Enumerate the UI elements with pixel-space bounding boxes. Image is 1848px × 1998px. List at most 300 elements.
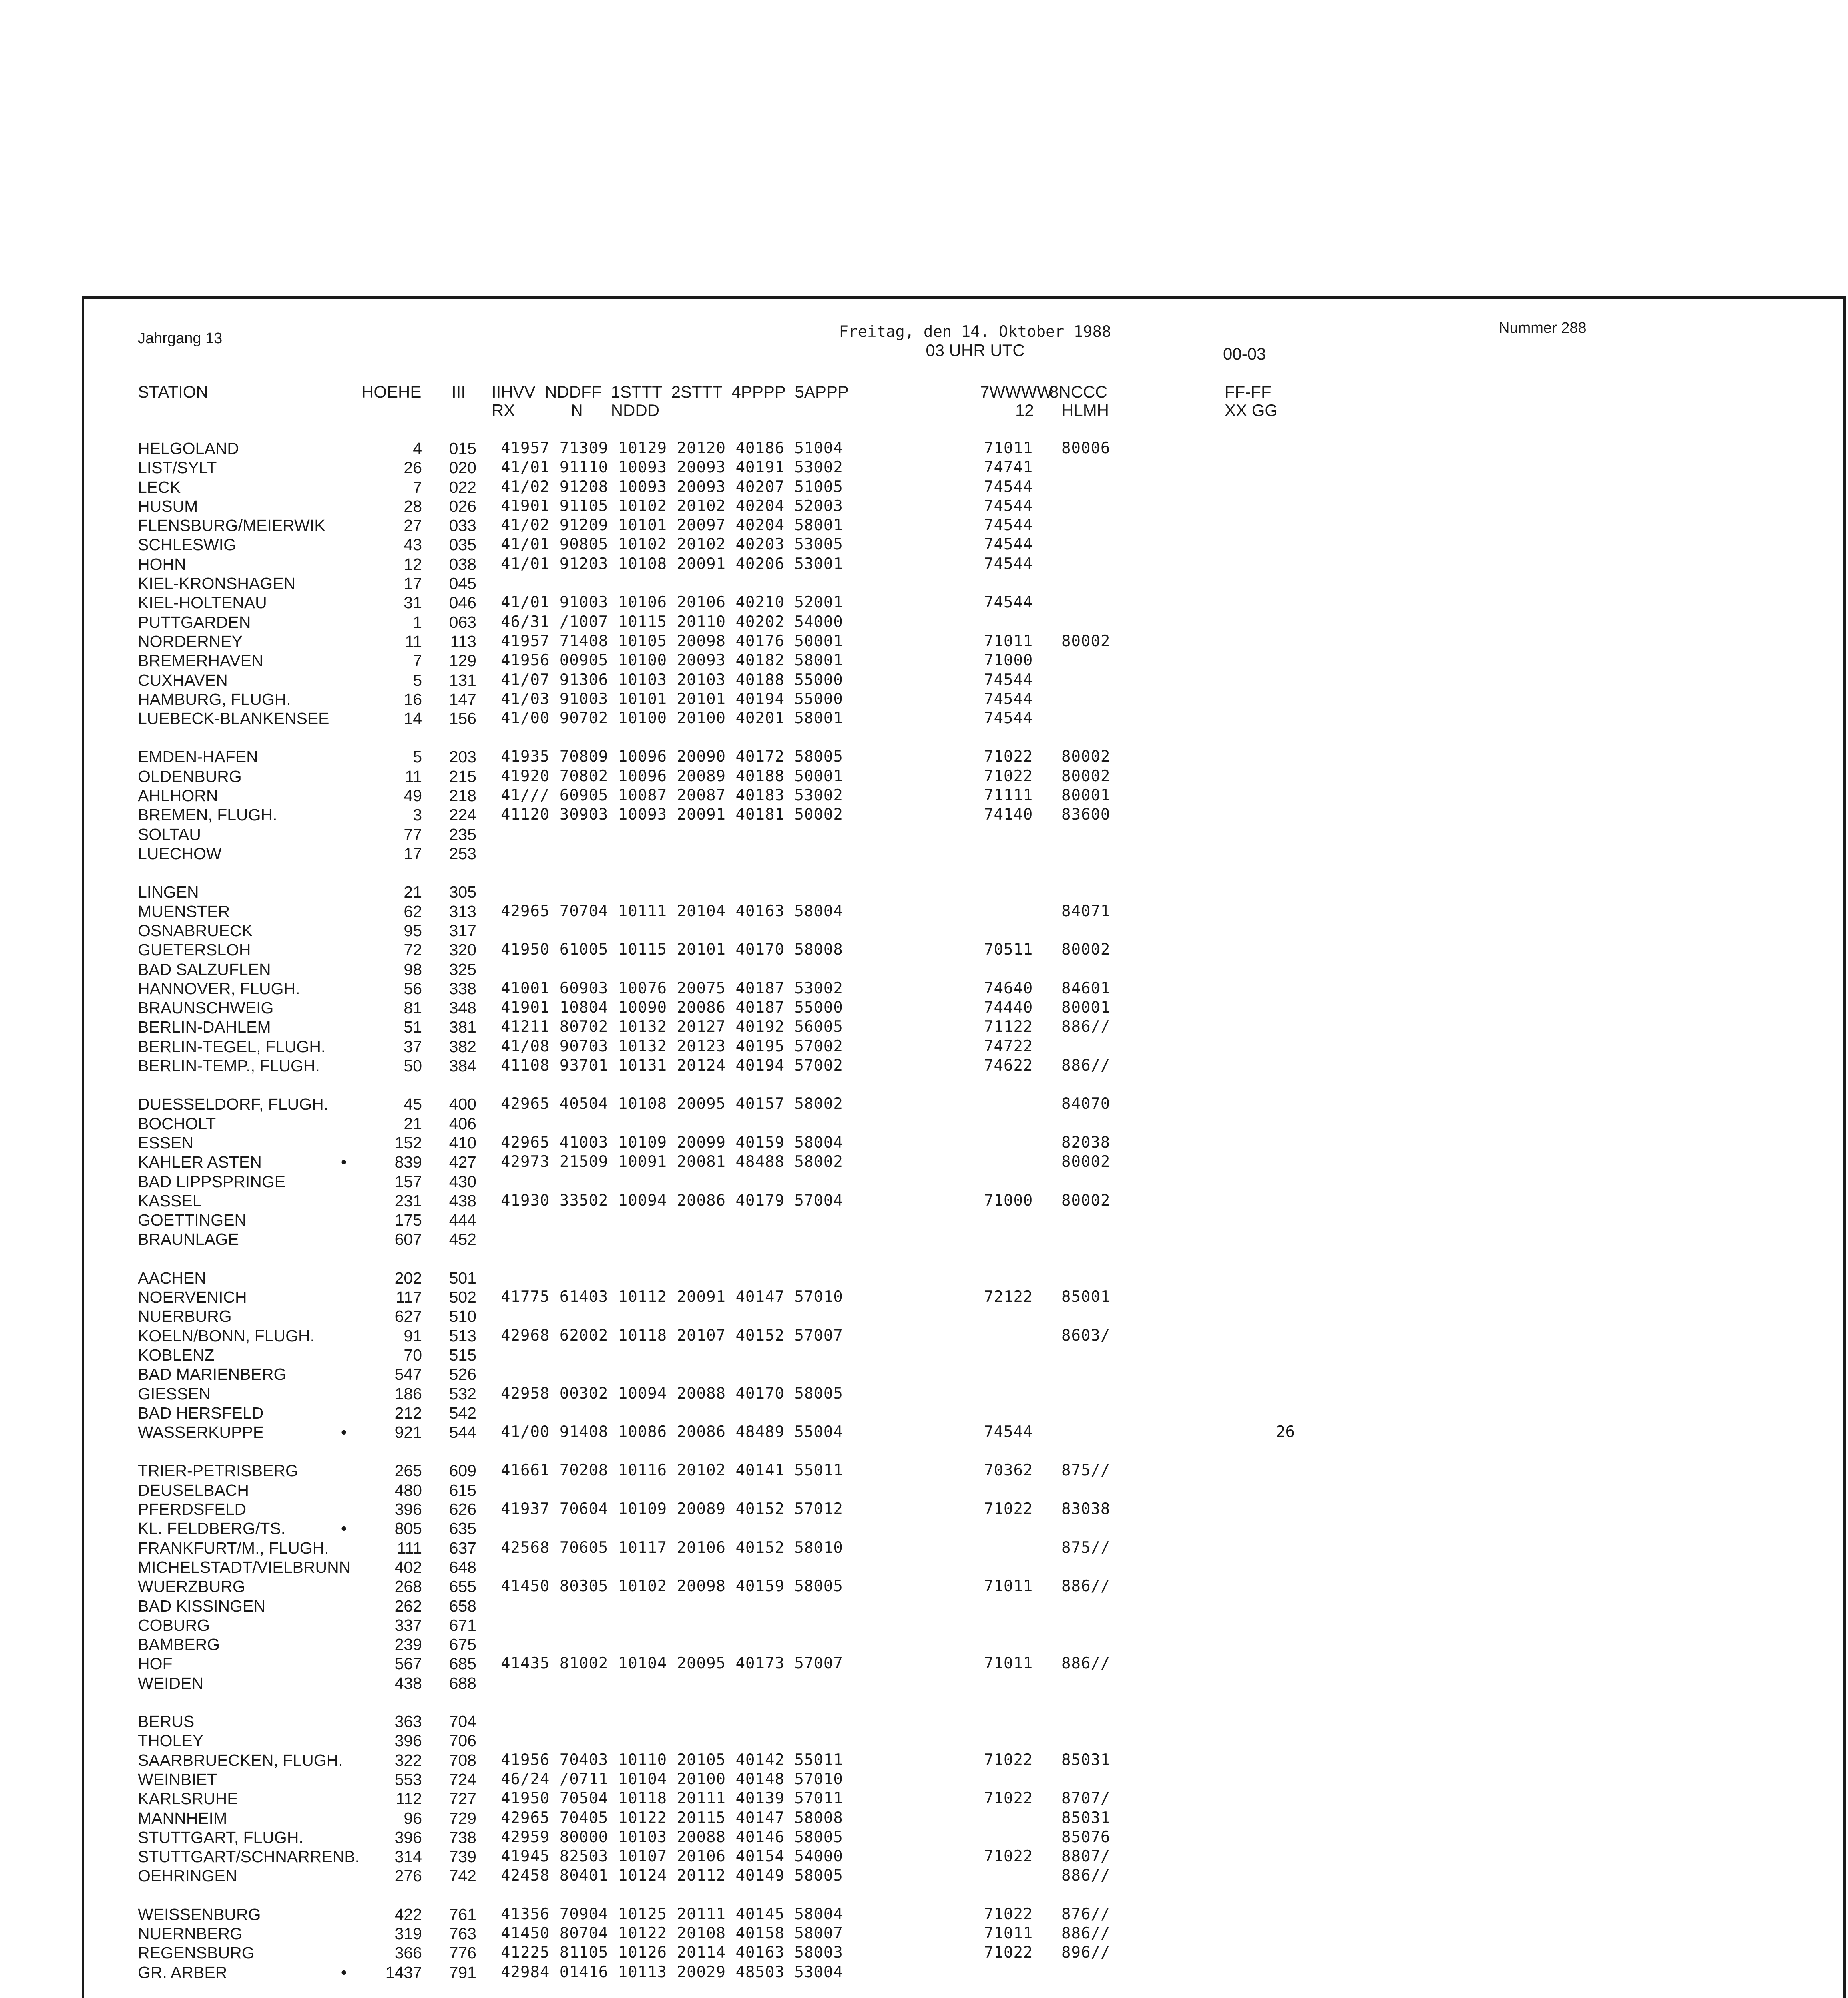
station-name: LINGEN [138, 883, 199, 901]
issue-number: Nummer 288 [1499, 320, 1587, 336]
synop-codes: 41950 61005 10115 20101 40170 58008 [501, 941, 843, 959]
station-height: 1 [413, 613, 422, 631]
col-header-weather: 7WWWW [980, 382, 1053, 401]
synop-codes: 42965 40504 10108 20095 40157 58002 [501, 1095, 843, 1113]
station-index: 763 [449, 1924, 476, 1943]
synop-codes: 41001 60903 10076 20075 40187 53002 [501, 979, 843, 997]
station-name: AHLHORN [138, 786, 218, 805]
station-index: 658 [449, 1597, 476, 1615]
weather-group: 74544 [984, 709, 1033, 727]
station-height: 921 [394, 1423, 422, 1441]
station-index: 235 [449, 825, 476, 844]
station-height: 805 [394, 1519, 422, 1538]
cloud-group: 80002 [1061, 632, 1111, 650]
station-height: 319 [394, 1924, 422, 1943]
station-height: 11 [405, 632, 422, 651]
station-name: PFERDSFELD [138, 1500, 247, 1518]
station-index: 542 [449, 1404, 476, 1422]
report-time: 03 UHR UTC [926, 341, 1025, 360]
station-name: BAD MARIENBERG [138, 1365, 287, 1383]
station-height: 396 [394, 1500, 422, 1518]
cloud-group: 875// [1061, 1539, 1111, 1557]
weather-group: 74622 [984, 1057, 1033, 1075]
report-date-block [795, 323, 1155, 360]
weather-group: 74544 [984, 497, 1033, 515]
station-name: KOELN/BONN, FLUGH. [138, 1327, 315, 1345]
station-height: 175 [394, 1211, 422, 1229]
station-index: 688 [449, 1674, 476, 1692]
synop-codes: 41956 00905 10100 20093 40182 58001 [501, 651, 843, 669]
station-index: 738 [449, 1828, 476, 1847]
weather-group: 74544 [984, 478, 1033, 496]
cloud-group: 886// [1061, 1867, 1111, 1885]
station-index: 305 [449, 883, 476, 901]
station-height: 16 [404, 690, 422, 708]
station-name: KL. FELDBERG/TS. [138, 1519, 286, 1538]
station-name: WASSERKUPPE [138, 1423, 264, 1441]
station-name: HELGOLAND [138, 439, 239, 458]
gust-group: 26 [1276, 1423, 1295, 1441]
station-index: 526 [449, 1365, 476, 1383]
station-height: 91 [404, 1327, 422, 1345]
station-index: 427 [449, 1153, 476, 1171]
cloud-group: 82038 [1061, 1134, 1111, 1152]
station-height: 438 [394, 1674, 422, 1692]
synop-codes: 41/00 90702 10100 20100 40201 58001 [501, 709, 843, 727]
station-index: 218 [449, 786, 476, 805]
cloud-group: 80001 [1061, 786, 1111, 804]
station-name: BERLIN-TEMP., FLUGH. [138, 1057, 320, 1075]
synop-codes: 41/07 91306 10103 20103 40188 55000 [501, 671, 843, 689]
station-height: 265 [394, 1461, 422, 1480]
station-index: 381 [449, 1018, 476, 1036]
synop-codes: 41/01 90805 10102 20102 40203 53005 [501, 535, 843, 553]
station-height: 72 [404, 941, 422, 959]
weather-group: 71022 [984, 1500, 1033, 1518]
station-height: 212 [394, 1404, 422, 1422]
weather-group: 74544 [984, 593, 1033, 611]
station-index: 224 [449, 806, 476, 824]
weather-group: 74544 [984, 1423, 1033, 1441]
cloud-group: 84071 [1061, 902, 1111, 920]
weather-group: 71011 [984, 1577, 1033, 1595]
station-index: 675 [449, 1635, 476, 1654]
weather-group: 70362 [984, 1461, 1033, 1479]
cloud-group: 886// [1061, 1577, 1111, 1595]
station-name: STUTTGART, FLUGH. [138, 1828, 303, 1847]
station-name: BAMBERG [138, 1635, 220, 1654]
weather-group: 71011 [984, 1654, 1033, 1672]
station-index: 626 [449, 1500, 476, 1518]
synop-codes: 41225 81105 10126 20114 40163 58003 [501, 1944, 843, 1962]
station-index: 410 [449, 1134, 476, 1152]
station-index: 348 [449, 999, 476, 1017]
station-name: OSNABRUECK [138, 921, 253, 940]
cloud-group: 896// [1061, 1944, 1111, 1962]
station-index: 727 [449, 1789, 476, 1808]
station-name: FRANKFURT/M., FLUGH. [138, 1539, 329, 1557]
weather-group: 71111 [984, 786, 1033, 804]
station-name: STUTTGART/SCHNARRENB. [138, 1847, 360, 1866]
mountain-station-marker: • [341, 1519, 347, 1538]
weather-group: 74140 [984, 806, 1033, 824]
col-header-height: HOEHE [362, 382, 422, 401]
station-index: 384 [449, 1057, 476, 1075]
station-name: BOCHOLT [138, 1114, 216, 1133]
weather-group: 71000 [984, 651, 1033, 669]
station-height: 7 [413, 478, 422, 496]
station-height: 607 [394, 1230, 422, 1248]
weather-group: 71022 [984, 1751, 1033, 1769]
station-index: 544 [449, 1423, 476, 1441]
station-name: LECK [138, 478, 181, 496]
synop-codes: 41920 70802 10096 20089 40188 50001 [501, 767, 843, 785]
col-header-gusts-sub: XX GG [1225, 401, 1278, 420]
col-header-index: III [452, 382, 466, 401]
station-height: 402 [394, 1558, 422, 1576]
synop-codes: 41/// 60905 10087 20087 40183 53002 [501, 786, 843, 804]
station-height: 396 [394, 1828, 422, 1847]
station-height: 95 [404, 921, 422, 940]
station-index: 113 [450, 632, 476, 651]
cloud-group: 80002 [1061, 767, 1111, 785]
station-name: BERLIN-TEGEL, FLUGH. [138, 1037, 326, 1056]
cloud-group: 80001 [1061, 999, 1111, 1017]
station-height: 152 [394, 1134, 422, 1152]
station-index: 147 [449, 690, 476, 708]
cloud-group: 886// [1061, 1924, 1111, 1942]
station-name: MANNHEIM [138, 1809, 227, 1827]
station-name: REGENSBURG [138, 1944, 255, 1962]
synop-codes: 41211 80702 10132 20127 40192 56005 [501, 1018, 843, 1036]
synop-codes: 41435 81002 10104 20095 40173 57007 [501, 1654, 843, 1672]
station-name: NORDERNEY [138, 632, 243, 651]
synop-codes: 41950 70504 10118 20111 40139 57011 [501, 1789, 843, 1807]
station-name: WEIDEN [138, 1674, 203, 1692]
cloud-group: 85031 [1061, 1809, 1111, 1827]
synop-codes: 41450 80704 10122 20108 40158 58007 [501, 1924, 843, 1942]
station-name: KASSEL [138, 1192, 202, 1210]
cloud-group: 875// [1061, 1461, 1111, 1479]
synop-codes: 42984 01416 10113 20029 48503 53004 [501, 1963, 843, 1981]
synop-codes: 41/08 90703 10132 20123 40195 57002 [501, 1037, 843, 1055]
station-name: FLENSBURG/MEIERWIK [138, 516, 325, 535]
station-name: BERLIN-DAHLEM [138, 1018, 271, 1036]
station-index: 704 [449, 1712, 476, 1731]
station-height: 45 [404, 1095, 422, 1113]
station-name: BAD KISSINGEN [138, 1597, 265, 1615]
station-height: 314 [394, 1847, 422, 1866]
station-index: 655 [449, 1577, 476, 1596]
weather-group: 71022 [984, 767, 1033, 785]
col-header-clouds-sub: HLMH [1061, 401, 1109, 420]
weather-group: 74741 [984, 458, 1033, 476]
synop-codes: 41775 61403 10112 20091 40147 57010 [501, 1288, 843, 1306]
synop-codes: 41/01 91110 10093 20093 40191 53002 [501, 458, 843, 476]
station-index: 320 [449, 941, 476, 959]
station-name: MUENSTER [138, 902, 230, 921]
cloud-group: 85031 [1061, 1751, 1111, 1769]
station-name: THOLEY [138, 1731, 204, 1750]
station-name: BREMERHAVEN [138, 651, 263, 670]
station-index: 033 [449, 516, 476, 535]
station-index: 635 [449, 1519, 476, 1538]
weather-group: 71022 [984, 748, 1033, 766]
weather-group: 70511 [984, 941, 1033, 959]
synop-codes: 41/01 91203 10108 20091 40206 53001 [501, 555, 843, 573]
synop-codes: 41108 93701 10131 20124 40194 57002 [501, 1057, 843, 1075]
station-index: 026 [449, 497, 476, 515]
cloud-group: 80002 [1061, 748, 1111, 766]
synop-codes: 41661 70208 10116 20102 40141 55011 [501, 1461, 843, 1479]
station-index: 317 [449, 921, 476, 940]
cloud-group: 8707/ [1061, 1789, 1111, 1807]
weather-group: 74544 [984, 535, 1033, 553]
station-index: 035 [449, 535, 476, 554]
station-index: 253 [449, 844, 476, 863]
station-name: BAD LIPPSPRINGE [138, 1172, 286, 1191]
station-name: BERUS [138, 1712, 195, 1731]
cloud-group: 85001 [1061, 1288, 1111, 1306]
station-name: LUEBECK-BLANKENSEE [138, 709, 329, 728]
synop-codes: 42965 70704 10111 20104 40163 58004 [501, 902, 843, 920]
station-name: DEUSELBACH [138, 1481, 249, 1499]
station-name: NUERBURG [138, 1307, 232, 1325]
weather-group: 71022 [984, 1905, 1033, 1923]
synop-codes: 41901 91105 10102 20102 40204 52003 [501, 497, 843, 515]
station-height: 70 [404, 1346, 422, 1364]
report-date: Freitag, den 14. Oktober 1988 [839, 323, 1111, 341]
station-index: 724 [449, 1770, 476, 1789]
weather-group: 71000 [984, 1192, 1033, 1210]
station-height: 1437 [385, 1963, 422, 1982]
station-name: SAARBRUECKEN, FLUGH. [138, 1751, 343, 1769]
station-height: 5 [413, 748, 422, 766]
station-name: HAMBURG, FLUGH. [138, 690, 291, 708]
synop-codes: 42973 21509 10091 20081 48488 58002 [501, 1153, 843, 1171]
station-index: 706 [449, 1731, 476, 1750]
report-frame [82, 296, 1846, 1998]
station-height: 14 [404, 709, 422, 728]
station-height: 239 [394, 1635, 422, 1654]
station-name: AACHEN [138, 1269, 206, 1287]
station-name: EMDEN-HAFEN [138, 748, 258, 766]
station-index: 338 [449, 979, 476, 998]
station-height: 231 [394, 1192, 422, 1210]
station-index: 739 [449, 1847, 476, 1866]
col-header-gusts: FF-FF [1225, 382, 1271, 401]
station-height: 202 [394, 1269, 422, 1287]
station-name: NOERVENICH [138, 1288, 247, 1306]
station-height: 627 [394, 1307, 422, 1325]
weather-group: 71122 [984, 1018, 1033, 1036]
col-header-codes: IIHVV NDDFF 1STTT 2STTT 4PPPP 5APPP [492, 382, 849, 401]
synop-codes: 41/01 91003 10106 20106 40210 52001 [501, 593, 843, 611]
station-height: 43 [404, 535, 422, 554]
station-index: 215 [449, 767, 476, 786]
station-name: PUTTGARDEN [138, 613, 251, 631]
station-name: WEINBIET [138, 1770, 217, 1789]
station-height: 37 [404, 1037, 422, 1056]
station-height: 567 [394, 1654, 422, 1673]
synop-codes: 41945 82503 10107 20106 40154 54000 [501, 1847, 843, 1865]
station-index: 609 [449, 1461, 476, 1480]
synop-codes: 46/24 /0711 10104 20100 40148 57010 [501, 1770, 843, 1788]
weather-group: 74722 [984, 1037, 1033, 1055]
mountain-station-marker: • [341, 1963, 347, 1982]
cloud-group: 80002 [1061, 941, 1111, 959]
synop-codes: 41/02 91209 10101 20097 40204 58001 [501, 516, 843, 534]
weather-group: 74544 [984, 671, 1033, 689]
station-index: 430 [449, 1172, 476, 1191]
synop-codes: 41956 70403 10110 20105 40142 55011 [501, 1751, 843, 1769]
station-index: 129 [449, 651, 476, 670]
cloud-group: 886// [1061, 1654, 1111, 1672]
station-index: 501 [449, 1269, 476, 1287]
station-height: 28 [404, 497, 422, 515]
synop-codes: 41935 70809 10096 20090 40172 58005 [501, 748, 843, 766]
station-height: 17 [404, 844, 422, 863]
station-height: 49 [404, 786, 422, 805]
cloud-group: 84601 [1061, 979, 1111, 997]
weather-group: 72122 [984, 1288, 1033, 1306]
station-height: 3 [413, 806, 422, 824]
cloud-group: 886// [1061, 1018, 1111, 1036]
station-name: BRAUNLAGE [138, 1230, 239, 1248]
station-name: BAD SALZUFLEN [138, 960, 271, 979]
station-index: 671 [449, 1616, 476, 1634]
station-name: CUXHAVEN [138, 671, 228, 689]
synop-codes: 41901 10804 10090 20086 40187 55000 [501, 999, 843, 1017]
station-height: 112 [396, 1789, 422, 1808]
synop-codes: 41930 33502 10094 20086 40179 57004 [501, 1192, 843, 1210]
station-name: BREMEN, FLUGH. [138, 806, 277, 824]
weather-group: 71022 [984, 1847, 1033, 1865]
station-height: 363 [394, 1712, 422, 1731]
cloud-group: 83038 [1061, 1500, 1111, 1518]
station-name: GUETERSLOH [138, 941, 251, 959]
station-name: WUERZBURG [138, 1577, 245, 1596]
station-height: 5 [413, 671, 422, 689]
station-name: WEISSENBURG [138, 1905, 261, 1924]
station-index: 203 [449, 748, 476, 766]
station-name: LIST/SYLT [138, 458, 217, 477]
station-name: NUERNBERG [138, 1924, 243, 1943]
station-index: 510 [449, 1307, 476, 1325]
cloud-group: 80002 [1061, 1153, 1111, 1171]
station-name: HOHN [138, 555, 186, 573]
station-index: 382 [449, 1037, 476, 1056]
station-index: 648 [449, 1558, 476, 1576]
station-height: 7 [413, 651, 422, 670]
station-index: 776 [449, 1944, 476, 1962]
station-height: 276 [394, 1867, 422, 1885]
station-height: 27 [404, 516, 422, 535]
volume-label: Jahrgang 13 [138, 330, 223, 347]
station-index: 406 [449, 1114, 476, 1133]
station-height: 262 [394, 1597, 422, 1615]
cloud-group: 8603/ [1061, 1327, 1111, 1345]
synop-codes: 42959 80000 10103 20088 40146 58005 [501, 1828, 843, 1846]
synop-codes: 46/31 /1007 10115 20110 40202 54000 [501, 613, 843, 631]
cloud-group: 84070 [1061, 1095, 1111, 1113]
synop-codes: 41450 80305 10102 20098 40159 58005 [501, 1577, 843, 1595]
station-name: BRAUNSCHWEIG [138, 999, 274, 1017]
station-index: 015 [449, 439, 476, 458]
station-height: 17 [404, 574, 422, 593]
synop-codes: 42458 80401 10124 20112 40149 58005 [501, 1867, 843, 1885]
weather-group: 71011 [984, 439, 1033, 457]
station-name: KARLSRUHE [138, 1789, 238, 1808]
station-index: 063 [449, 613, 476, 631]
synop-codes: 41/03 91003 10101 20101 40194 55000 [501, 690, 843, 708]
cloud-group: 8807/ [1061, 1847, 1111, 1865]
weather-group: 74440 [984, 999, 1033, 1017]
station-index: 742 [449, 1867, 476, 1885]
station-index: 729 [449, 1809, 476, 1827]
station-name: COBURG [138, 1616, 210, 1634]
station-height: 547 [394, 1365, 422, 1383]
weather-group: 74544 [984, 555, 1033, 573]
station-height: 839 [394, 1153, 422, 1171]
station-index: 791 [449, 1963, 476, 1982]
station-index: 400 [449, 1095, 476, 1113]
station-height: 96 [404, 1809, 422, 1827]
station-name: HOF [138, 1654, 173, 1673]
cloud-group: 80002 [1061, 1192, 1111, 1210]
col-header-weather-sub: 12 [1015, 401, 1034, 420]
station-index: 020 [449, 458, 476, 477]
station-name: HANNOVER, FLUGH. [138, 979, 300, 998]
station-name: OEHRINGEN [138, 1867, 237, 1885]
station-index: 444 [449, 1211, 476, 1229]
station-name: KIEL-HOLTENAU [138, 593, 267, 612]
station-height: 98 [404, 960, 422, 979]
station-height: 21 [404, 1114, 422, 1133]
weather-group: 71011 [984, 1924, 1033, 1942]
synop-codes: 41957 71309 10129 20120 40186 51004 [501, 439, 843, 457]
station-index: 131 [449, 671, 476, 689]
col-header-clouds: 8NCCC [1049, 382, 1107, 401]
synop-codes: 42958 00302 10094 20088 40170 58005 [501, 1385, 843, 1403]
station-height: 553 [394, 1770, 422, 1789]
station-height: 50 [404, 1057, 422, 1075]
station-height: 322 [394, 1751, 422, 1769]
synop-codes: 41356 70904 10125 20111 40145 58004 [501, 1905, 843, 1923]
station-index: 502 [449, 1288, 476, 1306]
synop-codes: 42568 70605 10117 20106 40152 58010 [501, 1539, 843, 1557]
weather-group: 71011 [984, 632, 1033, 650]
station-index: 708 [449, 1751, 476, 1769]
station-height: 81 [404, 999, 422, 1017]
synop-codes: 41957 71408 10105 20098 40176 50001 [501, 632, 843, 650]
station-height: 396 [394, 1731, 422, 1750]
station-name: OLDENBURG [138, 767, 242, 786]
station-height: 26 [404, 458, 422, 477]
col-header-station: STATION [138, 382, 208, 401]
station-name: GOETTINGEN [138, 1211, 247, 1229]
synop-codes: 41120 30903 10093 20091 40181 50002 [501, 806, 843, 824]
cloud-group: 83600 [1061, 806, 1111, 824]
station-index: 637 [449, 1539, 476, 1557]
station-height: 62 [404, 902, 422, 921]
station-index: 452 [449, 1230, 476, 1248]
mountain-station-marker: • [341, 1423, 347, 1441]
weather-group: 71022 [984, 1944, 1033, 1962]
station-index: 761 [449, 1905, 476, 1924]
station-name: SOLTAU [138, 825, 201, 844]
station-index: 615 [449, 1481, 476, 1499]
